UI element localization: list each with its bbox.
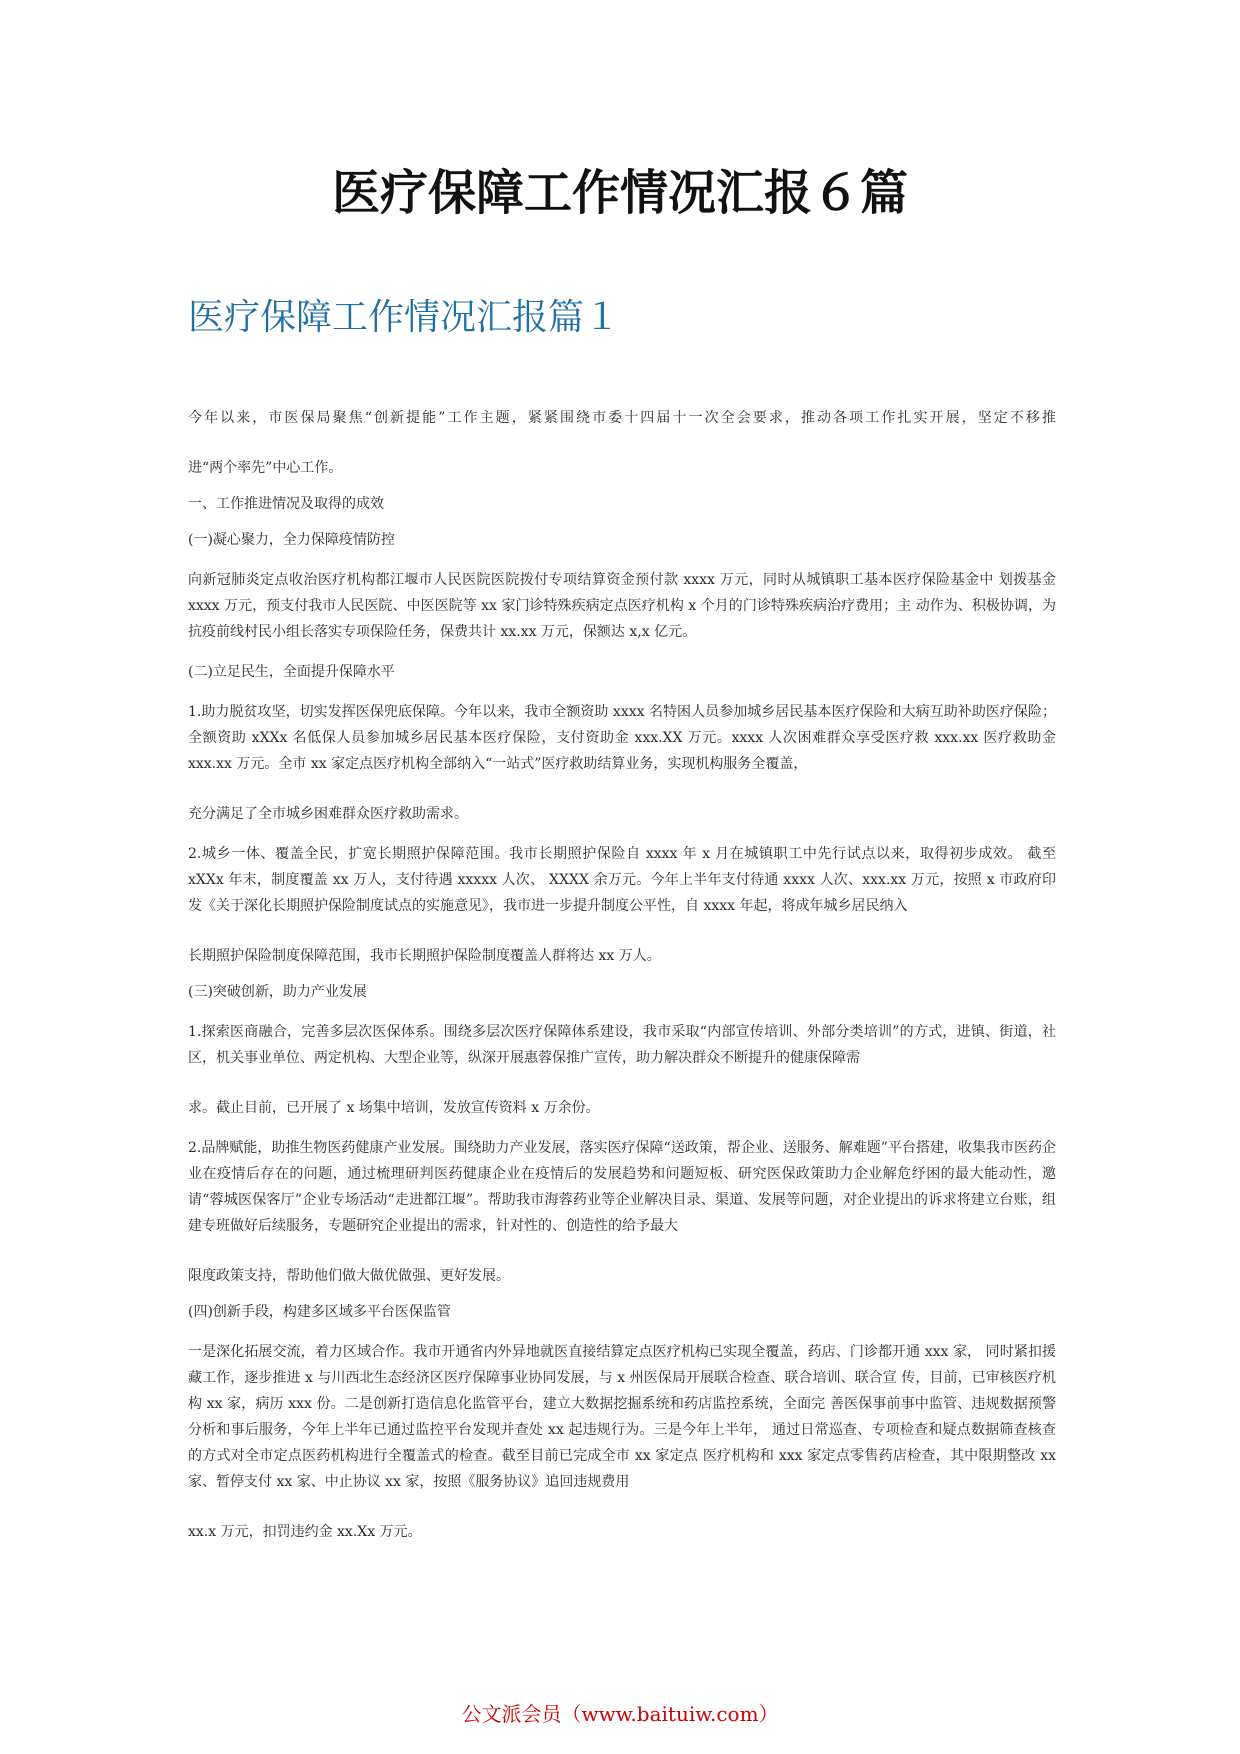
document-title: 医疗保障工作情况汇报６篇 [331,165,908,221]
heading-work-progress: 一、工作推进情况及取得的成效 [188,496,384,512]
paragraph-long-term-care: 2.城乡一体、覆盖全民，扩宽长期照护保障范围。我市长期照护保险自 xxxx 年 x 月在城镇职工中先行试点以来，取得初步成效。 截至 xXXx 年末，制度覆盖 xx 万人，支付待遇 xxxxx 人次、 XXXX 余万元。今年上半年支付待通 xxxx 人次、xxx.xx 万元，按照 x 市政府印发《关于深化长期照护保险制度试点的实施意见》，我市进一步提升制度公平性，自 xxxx 年起，将成年城乡居民纳入 [188,846,1056,914]
subheading-livelihood: (二)立足民生，全面提升保障水平 [188,664,395,680]
subheading-innovation: (三)突破创新，助力产业发展 [188,984,367,1000]
paragraph-long-term-care-end: 长期照护保险制度保障范围，我市长期照护保险制度覆盖人群将达 xx 万人。 [188,948,661,964]
paragraph-poverty: 1.助力脱贫攻坚，切实发挥医保兜底保障。今年以来，我市全额资助 xxxx 名特困人员参加城乡居民基本医疗保险和大病互助补助医疗保险；全额资助 xXXx 名低保人员参加城乡居民基本医疗保险，支付资助金 xxx.XX 万元。xxxx 人次困难群众享受医疗救 xxx.xx 医疗救助金 xxx.xx 万元。全市 xx 家定点医疗机构全部纳入“一站式”医疗救助结算业务，实现机构服务全覆盖， [188,704,1056,772]
paragraph-epidemic: 向新冠肺炎定点收治医疗机构都江堰市人民医院医院拨付专项结算资金预付款 xxxx 万元，同时从城镇职工基本医疗保险基金中 划拨基金 xxxx 万元，预支付我市人民医院、中医医院等 xx 家门诊特殊疾病定点医疗机构 x 个月的门诊特殊疾病治疗费用；主 动作为、积极协调，为抗疫前线村民小组长落实专项保险任务，保费共计 xx.xx 万元，保额达 x,x 亿元。 [188,572,1056,640]
paragraph-brand-empower-end: 限度政策支持，帮助他们做大做优做强、更好发展。 [188,1268,510,1284]
subheading-supervision: (四)创新手段，构建多区域多平台医保监管 [188,1304,451,1320]
subheading-epidemic: (一)凝心聚力，全力保障疫情防控 [188,532,395,548]
paragraph-medical-commerce: 1.探索医商融合，完善多层次医保体系。围绕多层次医疗保障体系建设，我市采取“内部宣传培训、外部分类培训”的方式，进镇、街道，社区，机关事业单位、两定机构、大型企业等，纵深开展惠蓉保推广宣传，助力解决群众不断提升的健康保障需 [188,1024,1056,1066]
paragraph-brand-empower: 2.品牌赋能，助推生物医药健康产业发展。围绕助力产业发展，落实医疗保障“送政策，帮企业、送服务、解难题”平台搭建，收集我市医药企业在疫情后存在的问题，通过梳理研判医药健康企业在疫情后的发展趋势和问题短板、研究医保政策助力企业解危纾困的最大能动性，邀请“蓉城医保客厅”企业专场活动“走进都江堰”。帮助我市海蓉药业等企业解决目录、渠道、发展等问题，对企业提出的诉求将建立台账，组建专班做好后续服务，专题研究企业提出的需求，针对性的、创造性的给予最大 [188,1140,1056,1234]
document-body [188,405,1056,1545]
paragraph-supervision-end: xx.x 万元，扣罚违约金 xx.Xx 万元。 [188,1524,422,1540]
paragraph-medical-commerce-end: 求。截止目前，已开展了 x 场集中培训，发放宣传资料 x 万余份。 [188,1100,600,1116]
footer-watermark: 公文派会员（www.baituiw.com） [461,1702,779,1726]
paragraph-intro-line2: 进“两个率先”中心工作。 [188,460,343,476]
section-heading: 医疗保障工作情况汇报篇１ [188,297,621,338]
paragraph-supervision: 一是深化拓展交流，着力区域合作。我市开通省内外异地就医直接结算定点医疗机构已实现全覆盖，药店、门诊都开通 xxx 家， 同时紧扣援藏工作，逐步推进 x 与川西北生态经济区医疗保障事业协同发展，与 x 州医保局开展联合检查、联合培训、联合宣 传，目前，已审核医疗机构 xx 家，病历 xxx 份。二是创新打造信息化监管平台，建立大数据挖掘系统和药店监控系统，全面完 善医保事前事中监管、违规数据预警分析和事后服务，今年上半年已通过监控平台发现并查处 xx 起违规行为。三是今年上半年， 通过日常巡查、专项检查和疑点数据筛查核查的方式对全市定点医药机构进行全覆盖式的检查。截至目前已完成全市 xx 家定点 医疗机构和 xxx 家定点零售药店检查，其中限期整改 xx 家、暂停支付 xx 家、中止协议 xx 家，按照《服务协议》追回违规费用 [188,1344,1056,1490]
paragraph-intro-line1: 今年以来，市医保局聚焦“创新提能”工作主题，紧紧围绕市委十四届十一次全会要求，推动各项工作扎实开展，坚定不移推 [188,410,1056,426]
paragraph-poverty-end: 充分满足了全市城乡困难群众医疗救助需求。 [188,806,468,822]
